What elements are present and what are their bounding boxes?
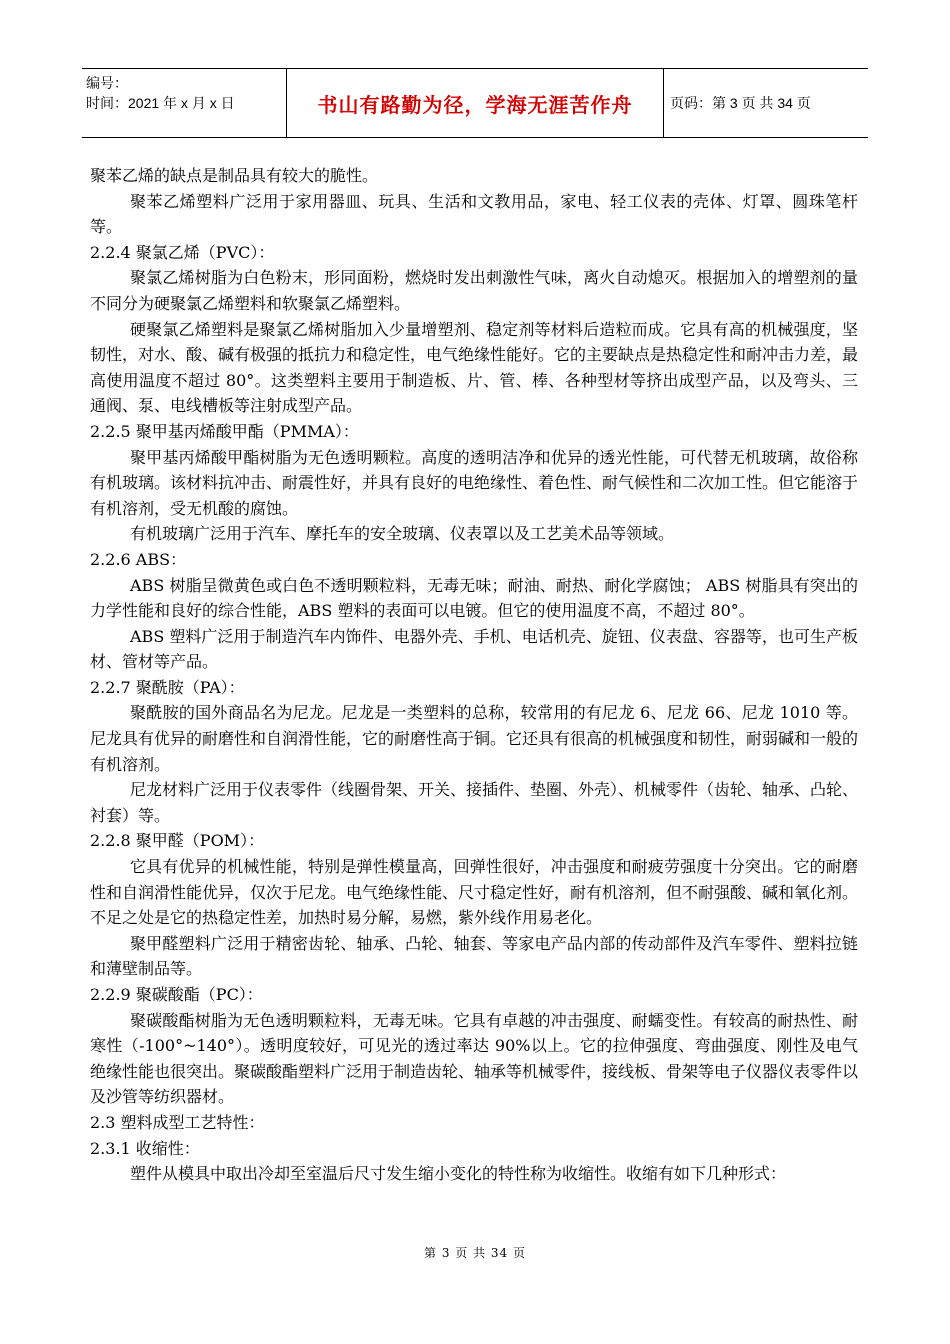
section-heading: 2.2.4 聚氯乙烯（PVC）： xyxy=(90,242,275,262)
body-paragraph: 硬聚氯乙烯塑料是聚氯乙烯树脂加入少量增塑剂、稳定剂等材料后造粒而成。它具有高的机械强度，坚韧性，对水、酸、碱有极强的抵抗力和稳定性，电气绝缘性能好。它的主要缺点是热稳定性和耐冲击力差，最高使用温度不超过 80°。这类塑料主要用于制造板、片、管、棒、各种型材等挤出成型产品，以及弯头、三通阀、泵、电线槽板等注射成型产品。 xyxy=(90,319,859,416)
page-footer: 第 3 页 共 34 页 xyxy=(424,1246,526,1260)
body-paragraph: 有机玻璃广泛用于汽车、摩托车的安全玻璃、仪表罩以及工艺美术品等领域。 xyxy=(130,524,675,544)
section-heading: 聚苯乙烯的缺点是制品具有较大的脆性。 xyxy=(90,166,379,185)
body-paragraph: 聚酰胺的国外商品名为尼龙。尼龙是一类塑料的总称，较常用的有尼龙 6、尼龙 66、尼龙 1010 等。尼龙具有优异的耐磨性和自润滑性能，它的耐磨性高于铜。它还具有很高的机械强度和韧性，耐弱碱和一般的有机溶剂。 xyxy=(90,703,859,774)
body-paragraph: 它具有优异的机械性能，特别是弹性模量高，回弹性很好，冲击强度和耐疲劳强度十分突出。它的耐磨性和自润滑性能优异，仅次于尼龙。电气绝缘性能、尺寸稳定性好，耐有机溶剂，但不耐强酸、碱和氧化剂。不足之处是它的热稳定性差，加热时易分解，易燃，紫外线作用易老化。 xyxy=(90,857,859,928)
document-body xyxy=(90,163,858,1187)
document-number-label: 编号： xyxy=(86,75,128,91)
header-page-info: 页码：第 3 页 共 34 页 xyxy=(670,95,811,111)
section-heading: 2.2.9 聚碳酸酯（PC）： xyxy=(90,985,263,1004)
header-motto: 书山有路勤为径，学海无涯苦作舟 xyxy=(287,69,664,137)
body-paragraph: 聚氯乙烯树脂为白色粉末，形同面粉，燃烧时发出刺激性气味，离火自动熄灭。根据加入的增塑剂的量不同分为硬聚氯乙烯塑料和软聚氯乙烯塑料。 xyxy=(90,268,858,313)
section-heading: 2.2.7 聚酰胺（PA）： xyxy=(90,677,245,697)
section-heading: 2.3.1 收缩性： xyxy=(90,1138,200,1158)
body-paragraph: ABS 塑料广泛用于制造汽车内饰件、电器外壳、手机、电话机壳、旋钮、仪表盘、容器等，也可生产板材、管材等产品。 xyxy=(90,626,858,672)
page-header xyxy=(82,68,868,138)
document-date-label: 时间：2021 年 x 月 x 日 xyxy=(86,95,235,111)
body-paragraph: 塑件从模具中取出冷却至室温后尺寸发生缩小变化的特性称为收缩性。收缩有如下几种形式： xyxy=(130,1164,787,1184)
section-heading: 2.2.5 聚甲基丙烯酸甲酯（PMMA）： xyxy=(90,421,359,441)
body-paragraph: 聚碳酸酯树脂为无色透明颗粒料，无毒无味。它具有卓越的冲击强度、耐蠕变性。有较高的耐热性、耐寒性（-100°~140°）。透明度较好，可见光的透过率达 90%以上。它的拉伸强度、弯曲强度、刚性及电气绝缘性能也很突出。聚碳酸酯塑料广泛用于制造齿轮、轴承等机械零件，接线板、骨架等电子仪器仪表零件以及沙管等纺织器材。 xyxy=(90,1010,859,1107)
section-heading: 2.2.8 聚甲醛（POM）： xyxy=(90,831,265,851)
body-paragraph: 聚苯乙烯塑料广泛用于家用器皿、玩具、生活和文教用品，家电、轻工仪表的壳体、灯罩、圆珠笔杆等。 xyxy=(90,191,858,237)
body-paragraph: 聚甲醛塑料广泛用于精密齿轮、轴承、凸轮、轴套、等家电产品内部的传动部件及汽车零件、塑料拉链和薄壁制品等。 xyxy=(90,933,858,979)
section-heading: 2.2.6 ABS： xyxy=(90,549,187,569)
body-paragraph: 聚甲基丙烯酸甲酯树脂为无色透明颗粒。高度的透明洁净和优异的透光性能，可代替无机玻璃，故俗称有机玻璃。该材料抗冲击、耐震性好，并具有良好的电绝缘性、着色性、耐气候性和二次加工性。但它能溶于有机溶剂，受无机酸的腐蚀。 xyxy=(90,447,859,518)
header-meta xyxy=(82,69,287,137)
section-heading: 2.3 塑料成型工艺特性： xyxy=(90,1112,265,1132)
body-paragraph: 尼龙材料广泛用于仪表零件（线圈骨架、开关、接插件、垫圈、外壳）、机械零件（齿轮、轴承、凸轮、衬套）等。 xyxy=(90,780,859,825)
body-paragraph: ABS 树脂呈微黄色或白色不透明颗粒料，无毒无味；耐油、耐热、耐化学腐蚀； ABS 树脂具有突出的力学性能和良好的综合性能，ABS 塑料的表面可以电镀。但它的使用温度不高，不超过 80°。 xyxy=(90,575,858,621)
